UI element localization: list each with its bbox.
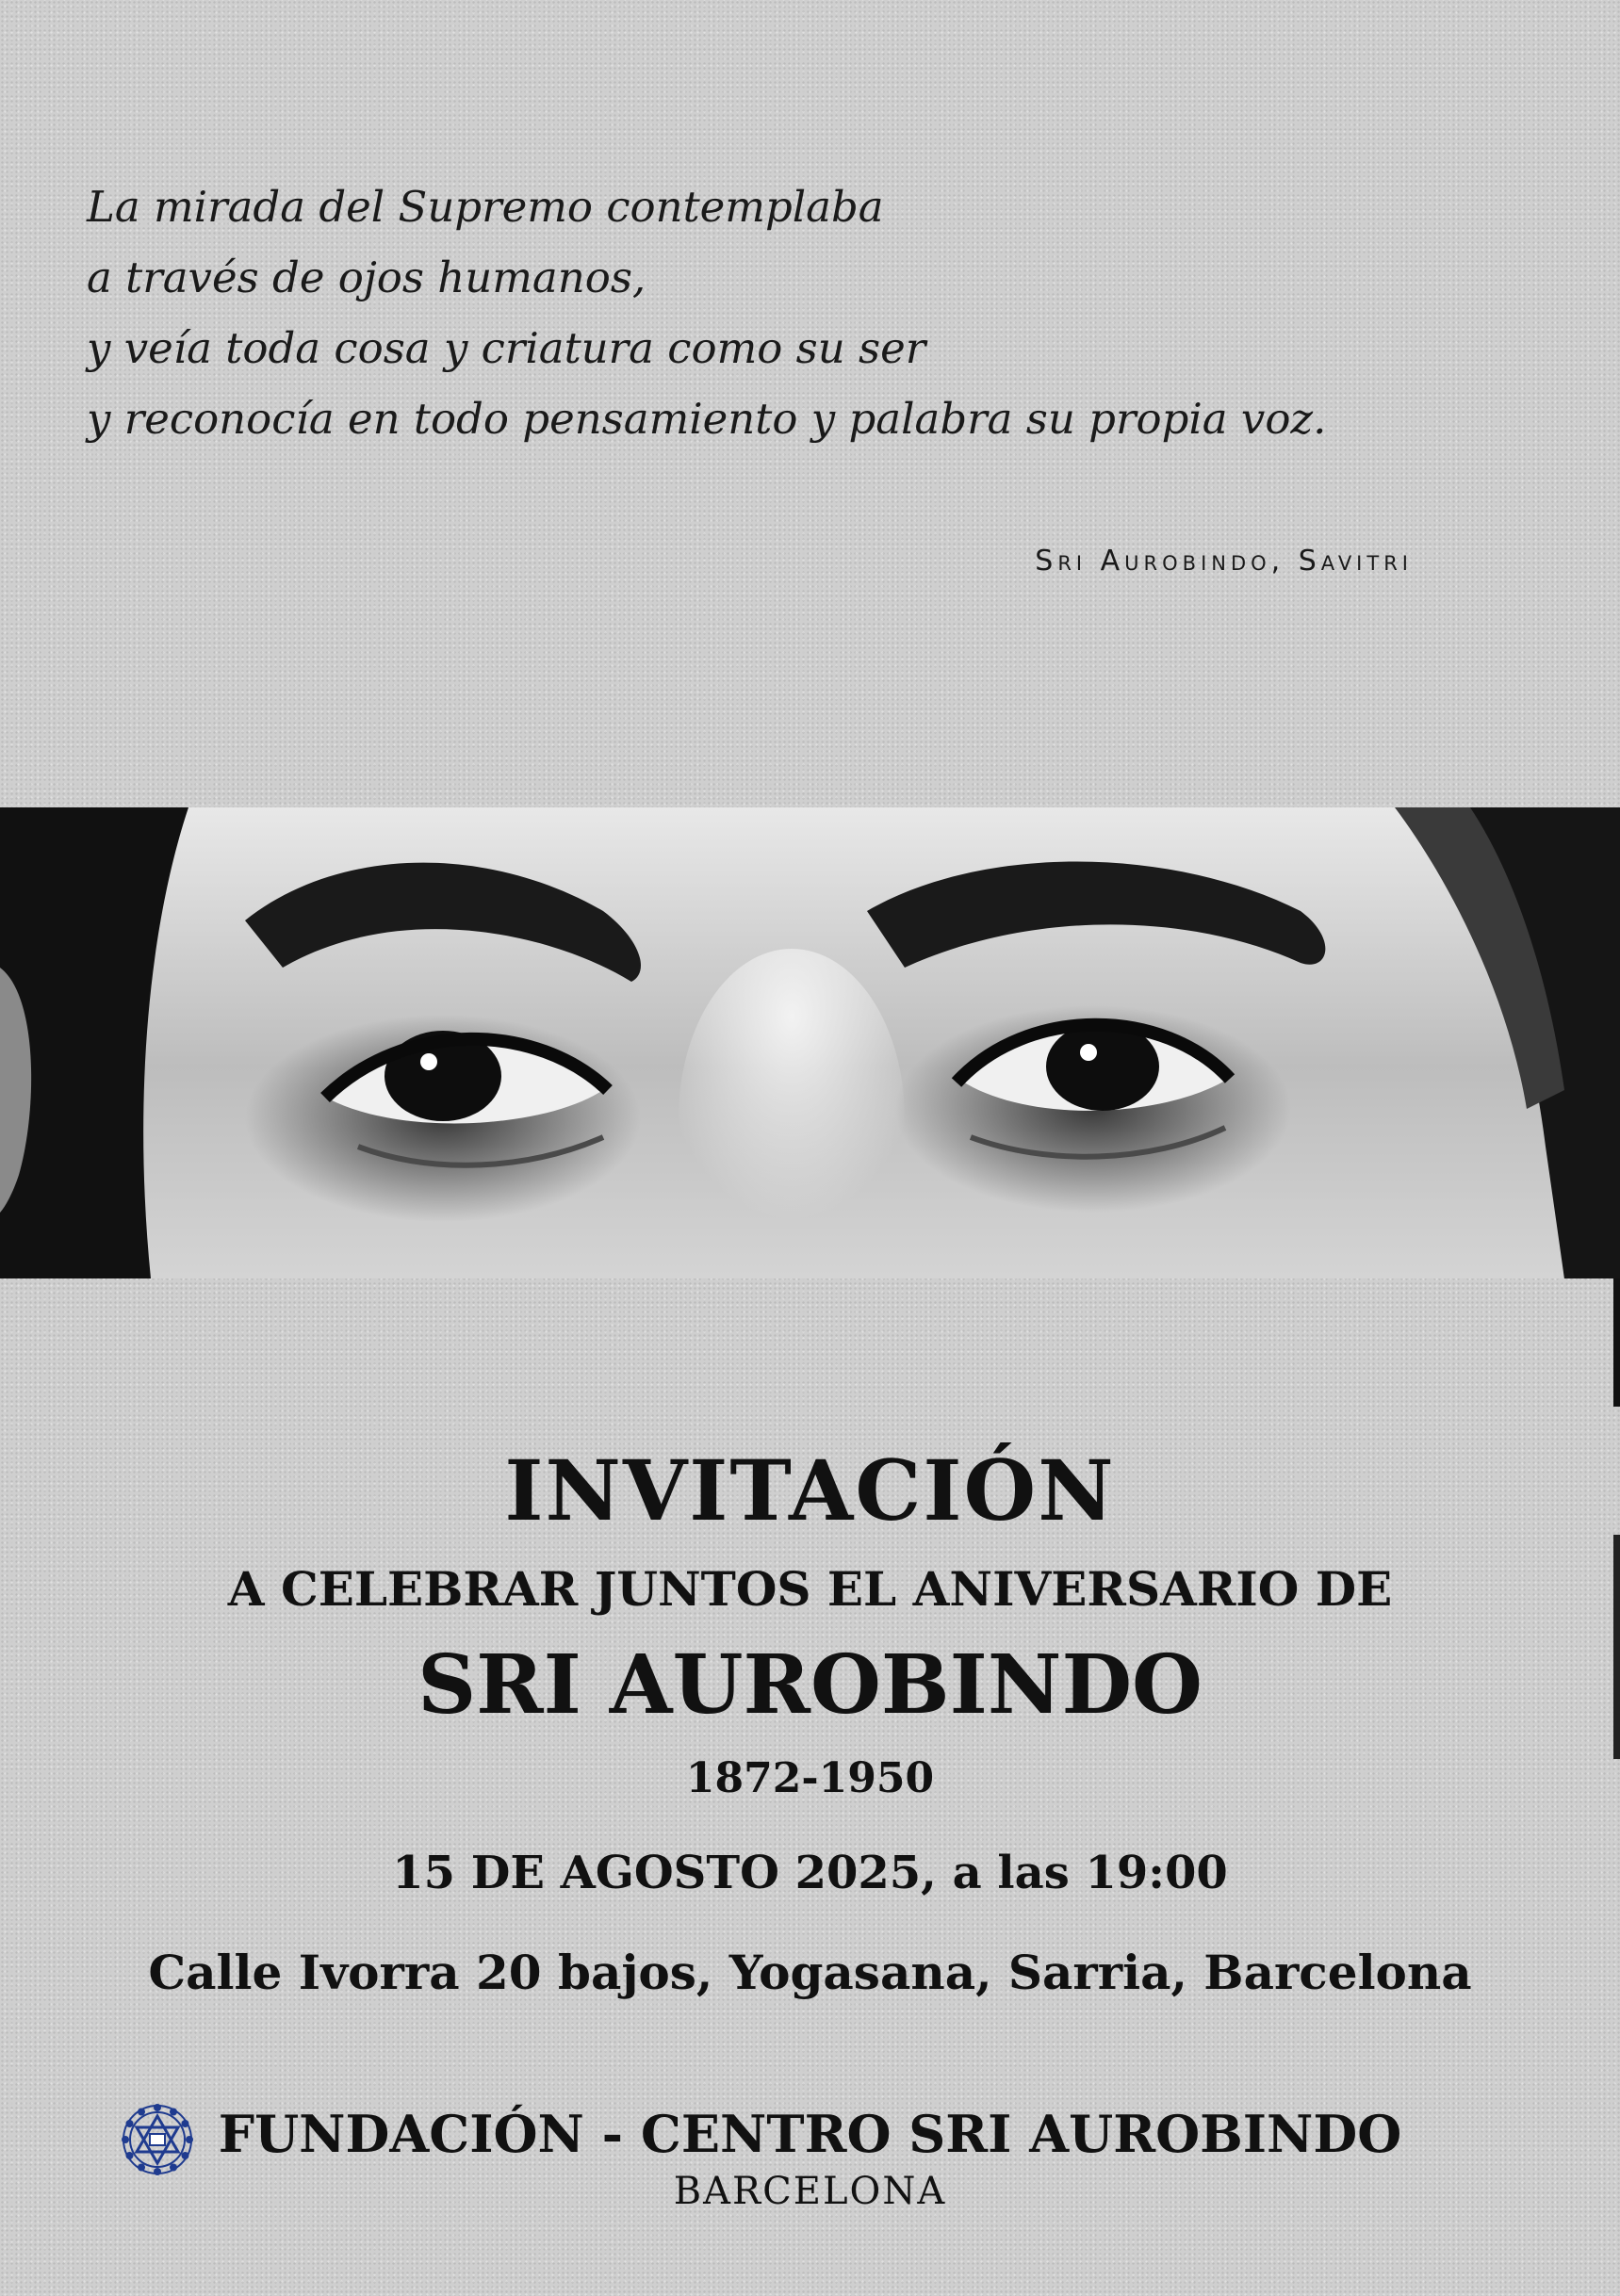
event-address: Calle Ivorra 20 bajos, Yogasana, Sarria, Barcelona [148, 1945, 1472, 2000]
quote-attribution: Sri Aurobindo, Savitri [1035, 545, 1413, 578]
invitation-subtitle: A CELEBRAR JUNTOS EL ANIVERSARIO DE [227, 1561, 1393, 1617]
quote-line-3: y veía toda cosa y criatura como su ser [87, 323, 926, 373]
organization-footer [0, 2104, 1620, 2213]
invitation-title: INVITACIÓN [504, 1441, 1116, 1539]
organization-name: FUNDACIÓN - CENTRO SRI AUROBINDO [218, 2104, 1402, 2164]
organization-city: BARCELONA [673, 2170, 947, 2213]
quote-line-2: a través de ojos humanos, [87, 252, 646, 302]
eyes-photo [0, 807, 1620, 1278]
quote-line-1: La mirada del Supremo contemplaba [87, 182, 884, 232]
quote-line-4: y reconocía en todo pensamiento y palabra su propia voz. [87, 394, 1327, 444]
quote-block [87, 171, 1500, 454]
event-date: 15 DE AGOSTO 2025, a las 19:00 [392, 1847, 1228, 1899]
honoree-name: SRI AUROBINDO [417, 1637, 1203, 1733]
honoree-years: 1872-1950 [685, 1754, 935, 1802]
